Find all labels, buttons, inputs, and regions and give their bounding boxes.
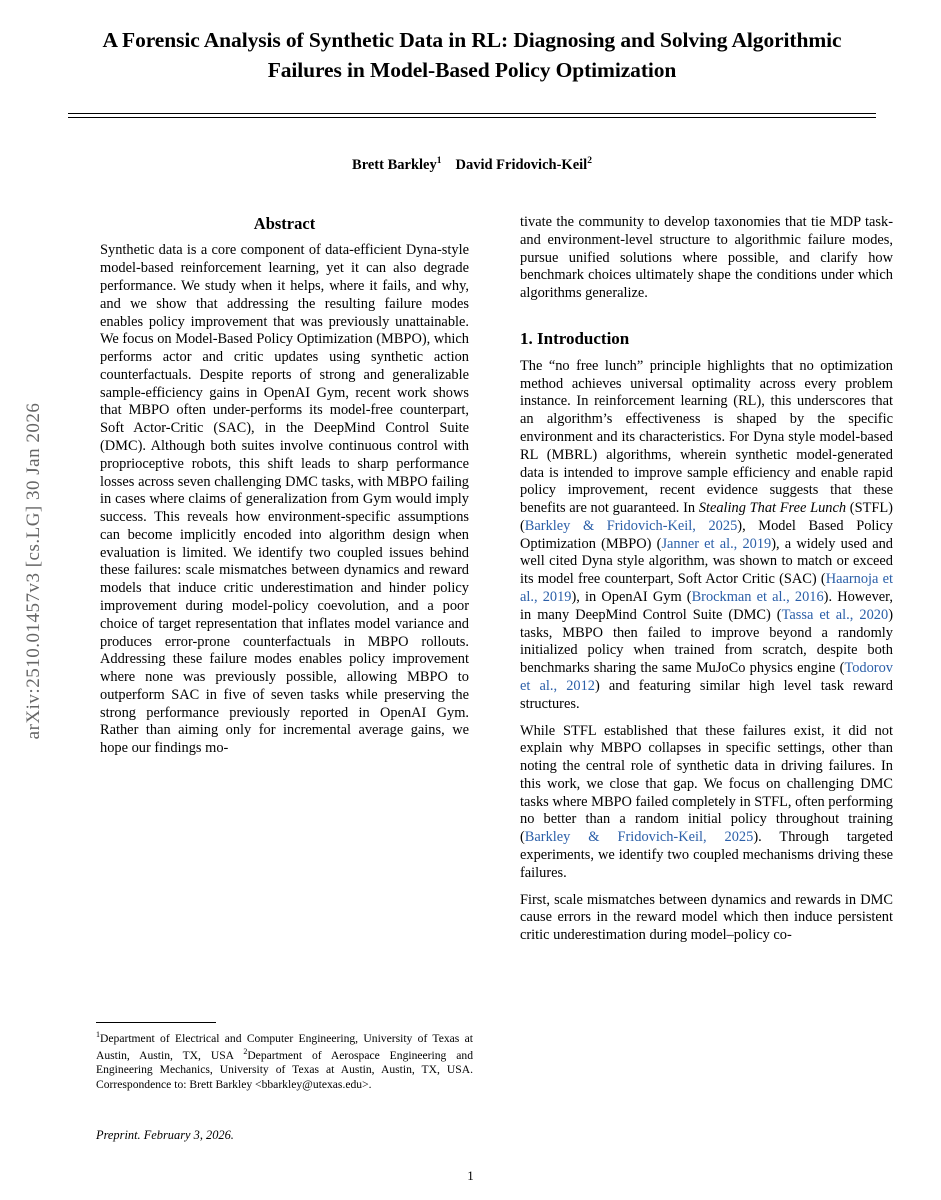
body-text: ), in OpenAI Gym ( xyxy=(571,589,692,606)
intro-paragraph-1 xyxy=(520,358,893,714)
preprint-note: Preprint. February 3, 2026. xyxy=(96,1128,234,1142)
right-column xyxy=(518,214,895,954)
header-rule-top xyxy=(68,113,876,114)
footnote-text-2: Department of Aerospace Engineering and Engineering Mechanics, University of Texas at Austin, Austin, TX, USA. Correspondence to: Brett Barkley <bbarkley@utexas.edu>. xyxy=(96,1048,473,1091)
footnote-mark-2: 2 xyxy=(243,1046,248,1056)
body-text: While STFL established that these failures exist, it did not explain why MBPO collapses in specific settings, other than noting the central role of synthetic data in driving failures. In this work, we close that gap. We focus on challenging DMC tasks where MBPO failed completely in STFL, often performing no better than a random initial policy throughout training ( xyxy=(520,722,893,846)
citation-link[interactable]: Brockman et al., 2016 xyxy=(691,589,824,606)
intro-paragraph-3 xyxy=(520,892,893,945)
arxiv-stamp: arXiv:2510.01457v3 [cs.LG] 30 Jan 2026 xyxy=(23,402,44,740)
footnote-text-1: Department of Electrical and Computer Engineering, University of Texas at Austin, Austin, TX, USA xyxy=(96,1031,473,1062)
footnote-mark-1: 1 xyxy=(96,1030,100,1039)
author-second-affiliation-mark: 2 xyxy=(587,156,592,166)
body-text: ). Through targeted experiments, we identify two coupled mechanisms driving these failures. xyxy=(520,829,894,881)
section-heading-introduction: 1. Introduction xyxy=(520,328,630,348)
citation-link[interactable]: Janner et al., 2019 xyxy=(661,535,772,552)
author-first: Brett Barkley xyxy=(352,156,437,173)
intro-paragraph-2 xyxy=(520,723,893,883)
citation-link[interactable]: Tassa et al., 2020 xyxy=(781,606,889,623)
body-text: ), Model Based Policy Optimization (MBPO) ( xyxy=(520,517,894,552)
page-number: 1 xyxy=(467,1168,474,1183)
author-list xyxy=(68,156,876,174)
body-text: ). However, in many DeepMind Control Suite (DMC) ( xyxy=(520,589,893,623)
abstract-body: Synthetic data is a core component of data-efficient Dyna-style model-based reinforcement learning, yet it can also degrade performance. We study when it helps, where it fails, and why, and we show that addressing the resulting failure modes enables policy improvement that was previously unattainable. We focus on Model-Based Policy Optimization (MBPO), which performs actor and critic updates using synthetic action counterfactuals. Despite reports of strong and generalizable sample-efficiency gains in OpenAI Gym, recent work shows that MBPO often under-performs its model-free counterpart, Soft Actor-Critic (SAC), in the DeepMind Control Suite (DMC). Although both suites involve continuous control with proprioceptive robots, this shift leads to sharp performance losses across seven challenging DMC tasks, with MBPO failing in cases where claims of generalization from Gym would imply success. This reveals how environment-specific assumptions can become implicitly encoded into algorithm design when evaluation is limited. We identify two coupled issues behind these failures: scale mismatches between dynamics and reward models that induce critic underestimation and hinder policy improvement during model-policy coevolution, and a poor choice of target representation that inflates model variance and produces error-prone counterfactuals in MBPO rollouts. Addressing these failure modes enables policy improvement where none was previously possible, allowing MBPO to outperform SAC in five of seven tasks while preserving the strong performance previously reported in OpenAI Gym. Rather than aiming only for incremental average gains, we hope our findings mo- xyxy=(100,242,469,757)
author-first-affiliation-mark: 1 xyxy=(436,156,442,166)
body-text: ) and featuring similar high level task reward structures. xyxy=(520,677,893,712)
body-text: ) tasks, MBPO then failed to improve beyond a randomly initialized policy when trained from scratch, despite both benchmarks sharing the same MuJoCo physics engine ( xyxy=(520,606,893,677)
abstract-heading: Abstract xyxy=(253,214,316,233)
footnote-rule xyxy=(96,1022,216,1023)
body-text: First, scale mismatches between dynamics and rewards in DMC cause errors in the reward model which then induce persistent critic underestimation during model–policy co- xyxy=(520,891,893,944)
citation-link[interactable]: Barkley & Fridovich-Keil, 2025 xyxy=(524,517,738,534)
emphasis-text: Stealing That Free Lunch xyxy=(698,500,847,517)
citation-link[interactable]: Haarnoja et al., 2019 xyxy=(520,571,893,606)
author-second: David Fridovich-Keil xyxy=(455,156,588,173)
page-title: A Forensic Analysis of Synthetic Data in RL: Diagnosing and Solving Algorithmic Failures in Model-Based Policy Optimization xyxy=(102,28,842,82)
body-text: ), a widely used and well cited Dyna style algorithm, was shown to match or exceed its model free counterpart, Soft Actor Critic (SAC) ( xyxy=(520,535,893,588)
citation-link[interactable]: Barkley & Fridovich-Keil, 2025 xyxy=(524,829,754,846)
left-column xyxy=(96,214,473,758)
body-text: (STFL) ( xyxy=(520,500,893,534)
body-text: The “no free lunch” principle highlights that no optimization method achieves universal optimality across every problem instance. In reinforcement learning (RL), this underscores that an algorithm’s effectiveness is shaped by the specific environment and its characteristics. For Dyna style model-based RL (MBRL) algorithms, wherein synthetic model-generated data is intended to improve sample efficiency and enable rapid policy improvement, recent evidence suggests that these benefits are not guaranteed. In xyxy=(520,357,893,517)
abstract-continuation: tivate the community to develop taxonomies that tie MDP task- and environment-level structure to algorithmic failure modes, pursue unified solutions where possible, and clarify how benchmark choices ultimately shape the conditions under which algorithms generalize. xyxy=(520,214,893,302)
header-rule-bottom xyxy=(68,117,876,118)
citation-link[interactable]: Todorov et al., 2012 xyxy=(520,660,893,694)
affiliation-footnote xyxy=(96,1030,473,1093)
